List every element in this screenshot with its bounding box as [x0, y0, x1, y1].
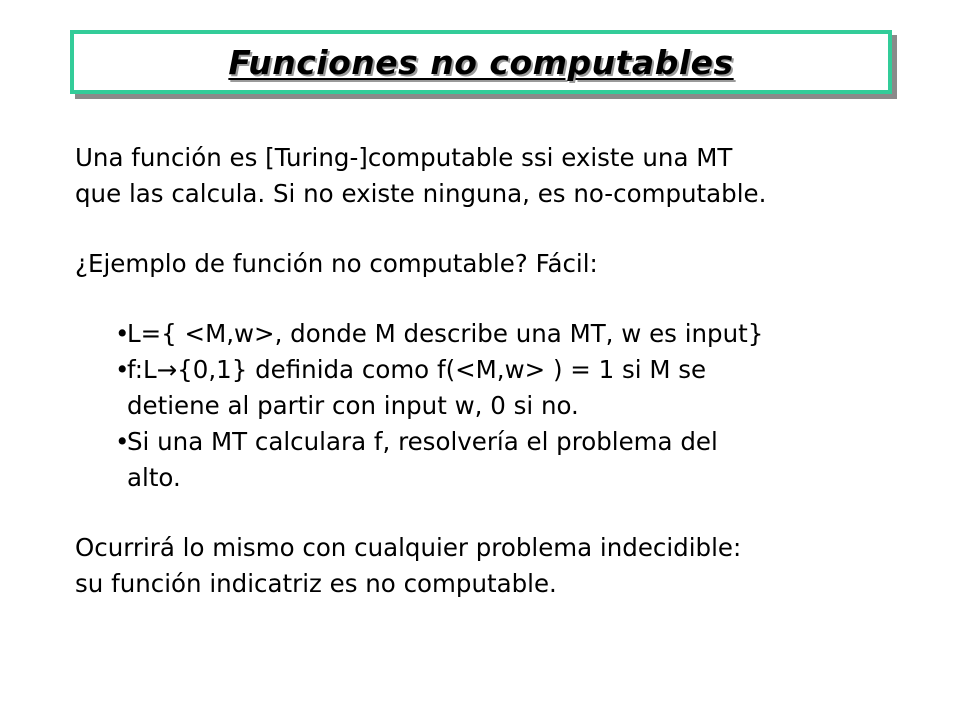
intro-line-2: que las calcula. Si no existe ninguna, es no-computable.: [75, 179, 767, 208]
bullet-icon: •: [115, 355, 130, 384]
spacer: [75, 496, 935, 530]
bullet-text: f:L→{0,1} definida como f(<M,w> ) = 1 si M se: [127, 355, 707, 384]
conclusion-line-2: su función indicatriz es no computable.: [75, 569, 557, 598]
bullet-list: [75, 316, 935, 496]
bullet-icon: •: [115, 319, 130, 348]
bullet-text: alto.: [127, 463, 181, 492]
slide-body: [75, 140, 935, 602]
spacer: [75, 282, 935, 316]
bullet-text: Si una MT calculara f, resolvería el problema del: [127, 427, 718, 456]
intro-line-1: Una función es [Turing-]computable ssi existe una MT: [75, 143, 733, 172]
bullet-item-halting: [115, 424, 935, 496]
bullet-text: L={ <M,w>, donde M describe una MT, w es input}: [127, 319, 764, 348]
bullet-icon: •: [115, 427, 130, 456]
spacer: [75, 212, 935, 246]
bullet-text: detiene al partir con input w, 0 si no.: [127, 391, 579, 420]
bullet-item-language: [115, 316, 935, 352]
conclusion-line-1: Ocurrirá lo mismo con cualquier problema indecidible:: [75, 533, 742, 562]
bullet-item-function: [115, 352, 935, 424]
example-question: ¿Ejemplo de función no computable? Fácil:: [75, 249, 598, 278]
slide-title: Funciones no computables: [228, 42, 734, 82]
title-box: [70, 30, 892, 94]
